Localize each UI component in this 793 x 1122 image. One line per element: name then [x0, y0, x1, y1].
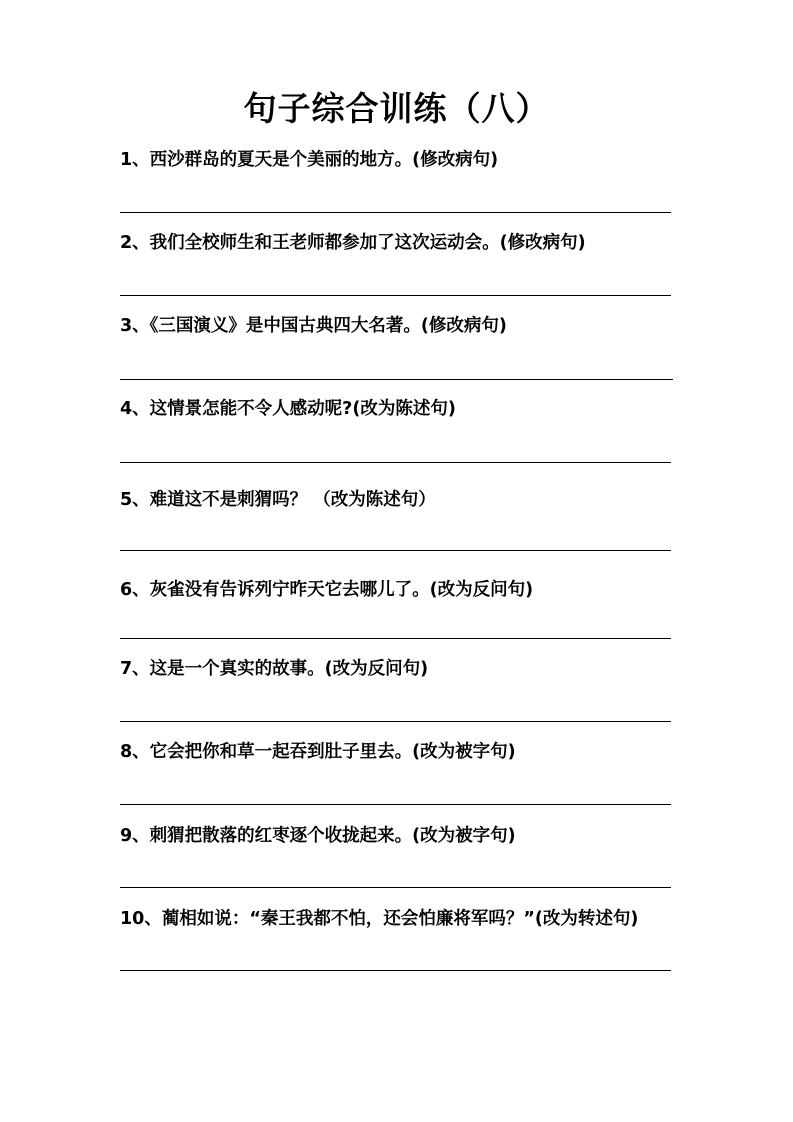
- question-text: 8、它会把你和草一起吞到肚子里去。(改为被字句): [120, 742, 516, 762]
- question-3: [120, 314, 680, 338]
- question-6: [120, 578, 680, 602]
- answer-line[interactable]: [120, 638, 671, 639]
- answer-line[interactable]: [120, 550, 671, 551]
- question-text: 6、灰雀没有告诉列宁昨天它去哪儿了。(改为反问句): [120, 580, 534, 600]
- question-text: 9、刺猬把散落的红枣逐个收拢起来。(改为被字句): [120, 826, 516, 846]
- question-5: [120, 488, 680, 512]
- question-text: 2、我们全校师生和王老师都参加了这次运动会。(修改病句): [120, 233, 586, 253]
- question-1: [120, 148, 680, 172]
- question-text: 10、蔺相如说：“秦王我都不怕，还会怕廉将军吗？”(改为转述句): [120, 909, 639, 929]
- answer-line[interactable]: [120, 887, 671, 888]
- question-7: [120, 657, 680, 681]
- question-10: [120, 907, 680, 931]
- question-text: 3、《三国演义》是中国古典四大名著。(修改病句): [120, 316, 507, 336]
- page-title: 句子综合训练（八）: [243, 89, 550, 128]
- question-text: 1、西沙群岛的夏天是个美丽的地方。(修改病句): [120, 150, 499, 170]
- question-text: 4、这情景怎能不令人感动呢?(改为陈述句): [120, 399, 456, 419]
- question-text: 5、难道这不是刺猬吗？ （改为陈述句）: [120, 490, 436, 510]
- question-text: 7、这是一个真实的故事。(改为反问句): [120, 659, 429, 679]
- answer-line[interactable]: [120, 804, 671, 805]
- question-2: [120, 231, 680, 255]
- answer-line[interactable]: [120, 379, 673, 380]
- question-8: [120, 740, 680, 764]
- answer-line[interactable]: [120, 212, 671, 213]
- answer-line[interactable]: [120, 295, 671, 296]
- question-4: [120, 397, 680, 421]
- question-9: [120, 824, 680, 848]
- answer-line[interactable]: [120, 970, 671, 971]
- answer-line[interactable]: [120, 721, 671, 722]
- answer-line[interactable]: [120, 462, 671, 463]
